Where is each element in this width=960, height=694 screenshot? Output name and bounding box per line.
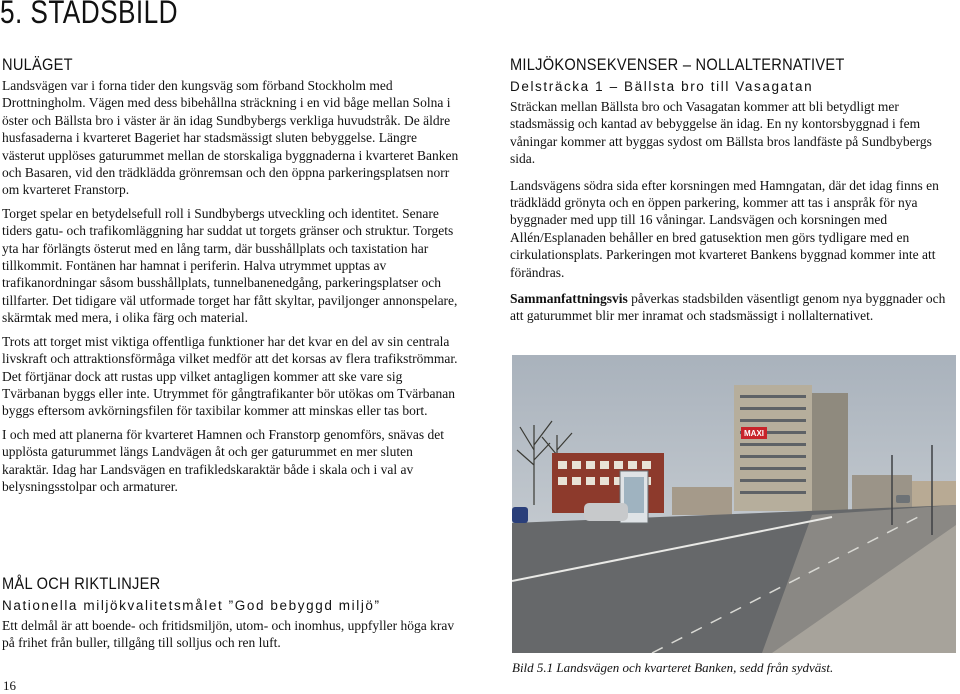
maxi-sign: MAXI [744, 429, 764, 438]
photo-caption: Bild 5.1 Landsvägen och kvarteret Banken, sedd från sydväst. [512, 660, 834, 675]
section-heading-goals: MÅL OCH RIKTLINJER [2, 574, 161, 593]
paragraph: Landsvägen var i forna tider den kungsväg som förband Stockholm med Drottningholm. Vägen med dess bibehållna sträckning i en vid båge mellan Solna i öster och Bällsta bro i väster är än idag Sundbybergs verkliga huvudstråk. De äldre husfasaderna i kvarteret Bageriet har stadsmässigt sluten bebyggelse. Längre västerut upplöses gaturummet mellan de storskaliga byggnaderna i kvarteret Banken och Basaren, vid den trädklädda grönremsan och den öppna parkeringsplatsen norr om kvarteret Franstorp. [2, 78, 459, 198]
page-number: 16 [3, 678, 16, 693]
summary-paragraph [510, 290, 956, 325]
section-heading-consequences: MILJÖKONSEKVENSER – NOLLALTERNATIVET [510, 55, 845, 74]
paragraph: Landsvägens södra sida efter korsningen med Hamngatan, där det idag finns en trädklädd grönyta och en öppen parkering, kommer att tas i anspråk för nya byggnader med upp till 16 våningar. Landsvägen och korsningen med Allén/Esplanaden behåller en bred gatusektion men görs tydligare med en cirkulationsplats. Parkeringen mot kvarteret Bankens byggnad kommer inte att förändras. [510, 177, 939, 280]
goals-section [2, 574, 462, 658]
paragraph: Ett delmål är att boende- och fritidsmiljön, utom- och inomhus, uppfyller höga krav på frihet från buller, tillgång till solljus och ren luft. [2, 618, 455, 651]
paragraph: Trots att torget mist viktiga offentliga funktioner har det kvar en del av sin centrala livskraft och attraktionsförmåga vilket medför att det korsas av flera trafikströmmar. Det förtjänar dock att rustas upp vilket antagligen kommer att ske vare sig Tvärbanan byggs eller inte. Utrymmet för gångtrafikanter bör utökas om Tvärbanan byggs eftersom avkörningsfilen för taxibilar kommer att minskas eller tas bort. [2, 333, 458, 419]
subheading-segment: Delsträcka 1 – Bällsta bro till Vasagatan [510, 79, 814, 94]
street-photo [512, 355, 956, 653]
paragraph: Torget spelar en betydelsefull roll i Sundbybergs utveckling och identitet. Senare tiders gatu- och trafikomläggning har suddat ut torgets gränser och struktur. Torgets yta har förlängts österut med en lång tarm, där busshållplats och taxistation har tillkommit. Fontänen har hamnat i periferin. Halva utrymmet upptas av trafikanordningar såsom busshållplats, tunnelbanenedgång, parkeringsplatser och tillfarter. Det tidigare väl utformade torget har fått skyltar, paviljonger annonspelare, skärmtak med mera, i olika färg och material. [2, 205, 458, 326]
right-column [510, 55, 956, 334]
summary-text: påverkas stadsbilden väsentligt genom nya byggnader och att gaturummet blir mer inramat och stadsmässigt i nollalternativet. [510, 291, 946, 324]
section-heading-nulaget: NULÄGET [2, 55, 73, 74]
subheading-national-goal: Nationella miljökvalitetsmålet ”God bebyggd miljö” [2, 598, 381, 613]
paragraph: Sträckan mellan Bällsta bro och Vasagatan kommer att bli betydligt mer stadsmässig och kantad av bebyggelse än idag. En ny kontorsbyggnad i fem våningar kommer att byggas sydost om Bällsta bros landfäste på Sundbybergs sida. [510, 99, 932, 167]
paragraph: I och med att planerna för kvarteret Hamnen och Franstorp genomförs, snävas det upplösta gaturummet längs Landvägen åt och ger gaturummet en mer sluten karaktär. Idag har Landsvägen en trafikledskaraktär både i skala och i val av belysningsstolpar och armaturer. [2, 426, 444, 494]
summary-lead: Sammanfattningsvis [510, 291, 628, 307]
chapter-title: 5. STADSBILD [0, 0, 178, 30]
left-column [2, 55, 462, 501]
